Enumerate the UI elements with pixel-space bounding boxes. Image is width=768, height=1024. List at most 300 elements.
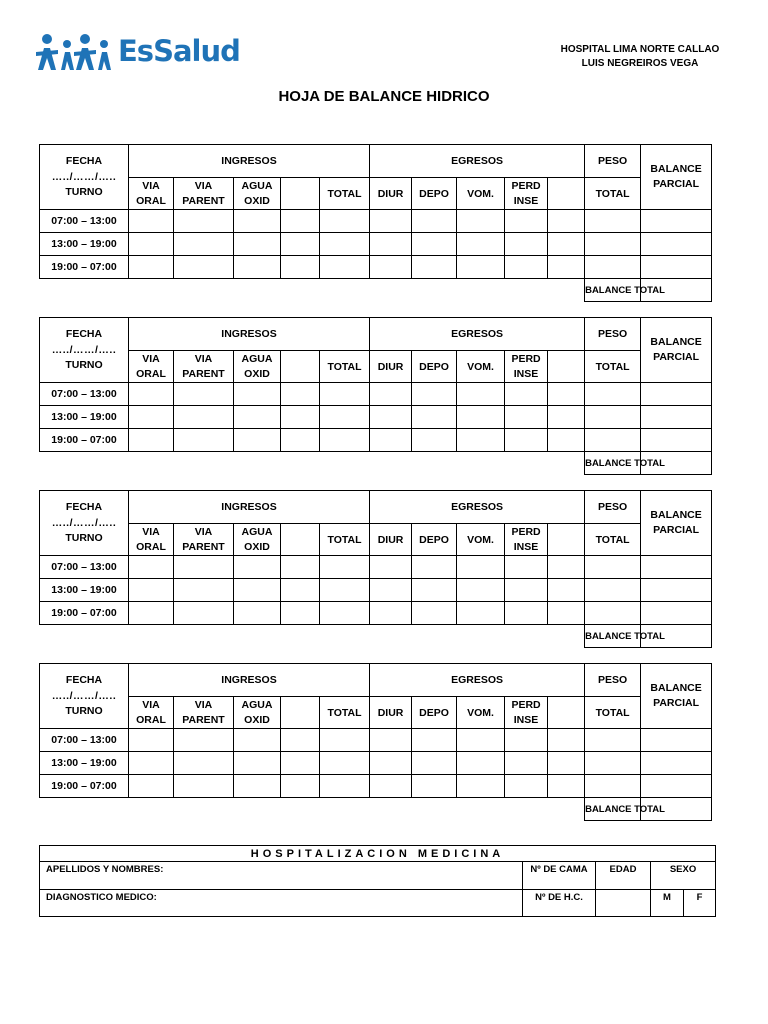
shift-label: 07:00 – 13:00 (40, 210, 129, 233)
sexo-label: SEXO (651, 862, 716, 890)
shift-label: 19:00 – 07:00 (40, 602, 129, 625)
input-cell[interactable] (641, 429, 712, 452)
input-cell[interactable] (412, 210, 457, 233)
hospitalization-section (39, 845, 715, 917)
input-cell[interactable] (320, 233, 370, 256)
input-cell[interactable] (412, 602, 457, 625)
perd-inse-header (505, 178, 548, 210)
peso-total-header: TOTAL (585, 697, 641, 729)
input-cell[interactable] (412, 256, 457, 279)
fecha-turno-header (40, 491, 129, 556)
input-cell[interactable] (370, 602, 412, 625)
agua-oxid-line-2: OXID (244, 367, 270, 380)
input-cell[interactable] (505, 429, 548, 452)
egresos-blank-header (548, 178, 585, 210)
input-cell[interactable] (174, 579, 234, 602)
input-cell[interactable] (641, 556, 712, 579)
turno-label: TURNO (65, 705, 103, 717)
via-oral-line-1: VIA (142, 698, 160, 711)
logo-wordmark: EsSalud (118, 34, 240, 68)
input-cell[interactable] (412, 556, 457, 579)
input-cell[interactable] (370, 406, 412, 429)
input-cell[interactable] (320, 602, 370, 625)
ingresos-header: INGRESOS (129, 318, 370, 351)
input-cell[interactable] (234, 256, 281, 279)
input-cell[interactable] (505, 729, 548, 752)
ingresos-header: INGRESOS (129, 145, 370, 178)
egresos-blank-header (548, 697, 585, 729)
input-cell[interactable] (234, 579, 281, 602)
shift-label: 13:00 – 19:00 (40, 579, 129, 602)
egresos-blank-header (548, 351, 585, 383)
perd-inse-line-1: PERD (511, 698, 541, 711)
input-cell[interactable] (641, 233, 712, 256)
balance-parcial-line-2: PARCIAL (653, 697, 700, 709)
input-cell[interactable] (281, 406, 320, 429)
agua-oxid-line-1: AGUA (241, 352, 273, 365)
shift-label: 07:00 – 13:00 (40, 729, 129, 752)
input-cell[interactable] (457, 210, 505, 233)
input-cell[interactable] (457, 579, 505, 602)
input-cell[interactable] (281, 210, 320, 233)
input-cell[interactable] (174, 406, 234, 429)
input-cell[interactable] (129, 233, 174, 256)
diur-header: DIUR (370, 697, 412, 729)
input-cell[interactable] (641, 602, 712, 625)
vom-header: VOM. (457, 351, 505, 383)
input-cell[interactable] (174, 602, 234, 625)
shift-row (40, 579, 712, 602)
input-cell[interactable] (457, 752, 505, 775)
peso-total-header: TOTAL (585, 178, 641, 210)
shift-row (40, 233, 712, 256)
balance-parcial-line-2: PARCIAL (653, 524, 700, 536)
shift-label: 19:00 – 07:00 (40, 429, 129, 452)
input-cell[interactable] (585, 775, 641, 798)
input-cell[interactable] (548, 579, 585, 602)
agua-oxid-header (234, 697, 281, 729)
shift-row (40, 429, 712, 452)
input-cell[interactable] (585, 579, 641, 602)
input-cell[interactable] (281, 429, 320, 452)
input-cell[interactable] (457, 775, 505, 798)
perd-inse-line-2: INSE (513, 194, 539, 207)
input-cell[interactable] (234, 775, 281, 798)
input-cell[interactable] (320, 752, 370, 775)
input-cell[interactable] (585, 752, 641, 775)
page-title: HOJA DE BALANCE HIDRICO (278, 88, 490, 105)
shift-label: 19:00 – 07:00 (40, 775, 129, 798)
input-cell[interactable] (412, 233, 457, 256)
input-cell[interactable] (370, 729, 412, 752)
balance-total-label: BALANCE TOTAL (585, 279, 641, 302)
diagnostico-field[interactable] (40, 890, 523, 917)
balance-parcial-line-1: BALANCE (650, 509, 702, 521)
input-cell[interactable] (641, 775, 712, 798)
vom-header: VOM. (457, 524, 505, 556)
input-cell[interactable] (174, 729, 234, 752)
agua-oxid-line-1: AGUA (241, 179, 273, 192)
input-cell[interactable] (585, 729, 641, 752)
input-cell[interactable] (370, 256, 412, 279)
input-cell[interactable] (457, 383, 505, 406)
egresos-header: EGRESOS (370, 491, 585, 524)
input-cell[interactable] (174, 775, 234, 798)
input-cell[interactable] (641, 406, 712, 429)
input-cell[interactable] (505, 406, 548, 429)
via-parent-header (174, 351, 234, 383)
input-cell[interactable] (548, 752, 585, 775)
apellidos-nombres-field[interactable] (40, 862, 523, 890)
input-cell[interactable] (412, 775, 457, 798)
perd-inse-line-2: INSE (513, 713, 539, 726)
input-cell[interactable] (457, 556, 505, 579)
input-cell[interactable] (281, 602, 320, 625)
via-oral-line-2: ORAL (136, 194, 166, 207)
agua-oxid-header (234, 351, 281, 383)
input-cell[interactable] (320, 579, 370, 602)
balance-block-3 (39, 490, 711, 648)
hospital-line-2: LUIS NEGREIROS VEGA (581, 58, 699, 69)
input-cell[interactable] (505, 775, 548, 798)
via-oral-line-2: ORAL (136, 367, 166, 380)
input-cell[interactable] (320, 775, 370, 798)
input-cell[interactable] (370, 233, 412, 256)
shift-row (40, 406, 712, 429)
fecha-turno-header (40, 318, 129, 383)
via-oral-line-2: ORAL (136, 713, 166, 726)
input-cell[interactable] (281, 256, 320, 279)
input-cell[interactable] (641, 383, 712, 406)
perd-inse-line-1: PERD (511, 352, 541, 365)
input-cell[interactable] (585, 602, 641, 625)
input-cell[interactable] (641, 729, 712, 752)
shift-label: 13:00 – 19:00 (40, 233, 129, 256)
input-cell[interactable] (505, 383, 548, 406)
n-cama-label: Nº DE CAMA (523, 862, 596, 890)
peso-header: PESO (585, 318, 641, 351)
via-parent-line-1: VIA (194, 698, 213, 711)
input-cell[interactable] (129, 429, 174, 452)
input-cell[interactable] (505, 256, 548, 279)
input-cell[interactable] (129, 602, 174, 625)
depo-header: DEPO (412, 697, 457, 729)
via-parent-line-2: PARENT (182, 540, 225, 553)
input-cell[interactable] (412, 729, 457, 752)
diur-header: DIUR (370, 524, 412, 556)
peso-header: PESO (585, 145, 641, 178)
sexo-m-option[interactable]: M (651, 890, 684, 917)
input-cell[interactable] (174, 210, 234, 233)
input-cell[interactable] (320, 383, 370, 406)
input-cell[interactable] (129, 556, 174, 579)
via-oral-header (129, 351, 174, 383)
input-cell[interactable] (320, 729, 370, 752)
balance-total-label: BALANCE TOTAL (585, 452, 641, 475)
via-parent-line-1: VIA (194, 179, 213, 192)
peso-header: PESO (585, 664, 641, 697)
shift-row (40, 775, 712, 798)
vom-header: VOM. (457, 697, 505, 729)
family-figures-icon (34, 30, 118, 76)
input-cell[interactable] (129, 406, 174, 429)
via-oral-header (129, 524, 174, 556)
input-cell[interactable] (505, 556, 548, 579)
fecha-date-placeholder: …../……/….. (51, 171, 117, 183)
input-cell[interactable] (234, 429, 281, 452)
input-cell[interactable] (370, 579, 412, 602)
input-cell[interactable] (457, 233, 505, 256)
input-cell[interactable] (457, 256, 505, 279)
input-cell[interactable] (412, 383, 457, 406)
balance-total-row (40, 452, 712, 475)
input-cell[interactable] (641, 210, 712, 233)
balance-table (39, 490, 712, 648)
input-cell[interactable] (129, 210, 174, 233)
perd-inse-line-1: PERD (511, 179, 541, 192)
input-cell[interactable] (548, 233, 585, 256)
input-cell[interactable] (320, 210, 370, 233)
n-hc-label: Nº DE H.C. (523, 890, 596, 917)
egresos-header: EGRESOS (370, 664, 585, 697)
input-cell[interactable] (412, 406, 457, 429)
input-cell[interactable] (505, 602, 548, 625)
depo-header: DEPO (412, 524, 457, 556)
shift-row (40, 383, 712, 406)
ingresos-total-header: TOTAL (320, 178, 370, 210)
input-cell[interactable] (174, 752, 234, 775)
input-cell[interactable] (234, 406, 281, 429)
balance-parcial-line-1: BALANCE (650, 336, 702, 348)
fecha-turno-header (40, 145, 129, 210)
balance-total-row (40, 798, 712, 821)
balance-total-label: BALANCE TOTAL (585, 798, 641, 821)
input-cell[interactable] (548, 775, 585, 798)
fecha-date-placeholder: …../……/….. (51, 690, 117, 702)
input-cell[interactable] (641, 256, 712, 279)
input-cell[interactable] (585, 383, 641, 406)
via-oral-line-1: VIA (142, 525, 160, 538)
input-cell[interactable] (174, 556, 234, 579)
hospitalization-table (39, 845, 716, 917)
agua-oxid-line-1: AGUA (241, 698, 273, 711)
agua-oxid-line-2: OXID (244, 194, 270, 207)
depo-header: DEPO (412, 351, 457, 383)
input-cell[interactable] (548, 729, 585, 752)
essalud-logo (34, 30, 270, 76)
input-cell[interactable] (585, 406, 641, 429)
input-cell[interactable] (129, 729, 174, 752)
input-cell[interactable] (505, 210, 548, 233)
via-parent-header (174, 178, 234, 210)
ingresos-blank-header (281, 351, 320, 383)
via-parent-header (174, 524, 234, 556)
input-cell[interactable] (457, 429, 505, 452)
shift-label: 13:00 – 19:00 (40, 752, 129, 775)
input-cell[interactable] (585, 556, 641, 579)
edad-label: EDAD (596, 862, 651, 890)
perd-inse-line-1: PERD (511, 525, 541, 538)
input-cell[interactable] (505, 579, 548, 602)
input-cell[interactable] (585, 256, 641, 279)
sexo-f-option[interactable]: F (684, 890, 716, 917)
input-cell[interactable] (548, 556, 585, 579)
ingresos-total-header: TOTAL (320, 351, 370, 383)
input-cell[interactable] (234, 210, 281, 233)
input-cell[interactable] (548, 256, 585, 279)
via-parent-line-2: PARENT (182, 713, 225, 726)
hospitalization-heading: HOSPITALIZACION MEDICINA (40, 846, 716, 862)
balance-total-row (40, 625, 712, 648)
via-oral-line-1: VIA (142, 179, 160, 192)
fecha-label: FECHA (65, 155, 103, 167)
input-cell[interactable] (548, 210, 585, 233)
depo-header: DEPO (412, 178, 457, 210)
input-cell[interactable] (320, 406, 370, 429)
input-cell[interactable] (370, 775, 412, 798)
input-cell[interactable] (548, 383, 585, 406)
input-cell[interactable] (281, 556, 320, 579)
perd-inse-line-2: INSE (513, 540, 539, 553)
vom-header: VOM. (457, 178, 505, 210)
egresos-header: EGRESOS (370, 145, 585, 178)
input-cell[interactable] (370, 556, 412, 579)
peso-header: PESO (585, 491, 641, 524)
shift-row (40, 602, 712, 625)
input-cell[interactable] (457, 406, 505, 429)
input-cell[interactable] (457, 602, 505, 625)
ingresos-blank-header (281, 697, 320, 729)
input-cell[interactable] (129, 752, 174, 775)
fecha-label: FECHA (65, 328, 103, 340)
agua-oxid-line-1: AGUA (241, 525, 273, 538)
input-cell[interactable] (234, 233, 281, 256)
input-cell[interactable] (548, 602, 585, 625)
diur-header: DIUR (370, 351, 412, 383)
balance-block-1 (39, 144, 711, 302)
via-oral-header (129, 178, 174, 210)
balance-parcial-line-2: PARCIAL (653, 178, 700, 190)
input-cell[interactable] (234, 556, 281, 579)
turno-label: TURNO (65, 532, 103, 544)
balance-table (39, 144, 712, 302)
shift-label: 13:00 – 19:00 (40, 406, 129, 429)
input-cell[interactable] (234, 602, 281, 625)
input-cell[interactable] (585, 210, 641, 233)
balance-parcial-line-1: BALANCE (650, 163, 702, 175)
hospital-name (540, 43, 740, 71)
egresos-header: EGRESOS (370, 318, 585, 351)
balance-block-4 (39, 663, 711, 821)
input-cell[interactable] (281, 233, 320, 256)
input-cell[interactable] (129, 256, 174, 279)
fecha-label: FECHA (65, 674, 103, 686)
input-cell[interactable] (129, 383, 174, 406)
input-cell[interactable] (174, 429, 234, 452)
input-cell[interactable] (412, 429, 457, 452)
edad-value[interactable] (596, 890, 651, 917)
via-parent-header (174, 697, 234, 729)
input-cell[interactable] (174, 233, 234, 256)
input-cell[interactable] (457, 729, 505, 752)
turno-label: TURNO (65, 186, 103, 198)
via-oral-line-2: ORAL (136, 540, 166, 553)
shift-label: 07:00 – 13:00 (40, 383, 129, 406)
input-cell[interactable] (370, 210, 412, 233)
balance-parcial-line-2: PARCIAL (653, 351, 700, 363)
balance-parcial-line-1: BALANCE (650, 682, 702, 694)
agua-oxid-header (234, 178, 281, 210)
input-cell[interactable] (320, 556, 370, 579)
input-cell[interactable] (641, 752, 712, 775)
input-cell[interactable] (234, 383, 281, 406)
via-parent-line-2: PARENT (182, 194, 225, 207)
fecha-label: FECHA (65, 501, 103, 513)
input-cell[interactable] (234, 752, 281, 775)
input-cell[interactable] (281, 383, 320, 406)
ingresos-header: INGRESOS (129, 664, 370, 697)
shift-label: 19:00 – 07:00 (40, 256, 129, 279)
perd-inse-header (505, 351, 548, 383)
input-cell[interactable] (548, 406, 585, 429)
balance-parcial-header (641, 491, 712, 556)
input-cell[interactable] (281, 579, 320, 602)
input-cell[interactable] (505, 752, 548, 775)
input-cell[interactable] (320, 256, 370, 279)
balance-total-label: BALANCE TOTAL (585, 625, 641, 648)
input-cell[interactable] (281, 775, 320, 798)
input-cell[interactable] (370, 752, 412, 775)
via-oral-line-1: VIA (142, 352, 160, 365)
shift-row (40, 256, 712, 279)
balance-block-2 (39, 317, 711, 475)
input-cell[interactable] (281, 752, 320, 775)
diur-header: DIUR (370, 178, 412, 210)
shift-row (40, 210, 712, 233)
input-cell[interactable] (641, 579, 712, 602)
input-cell[interactable] (585, 429, 641, 452)
via-parent-line-2: PARENT (182, 367, 225, 380)
via-parent-line-1: VIA (194, 352, 213, 365)
shift-row (40, 556, 712, 579)
input-cell[interactable] (174, 256, 234, 279)
perd-inse-line-2: INSE (513, 367, 539, 380)
input-cell[interactable] (320, 429, 370, 452)
fecha-date-placeholder: …../……/….. (51, 517, 117, 529)
input-cell[interactable] (412, 752, 457, 775)
input-cell[interactable] (129, 775, 174, 798)
input-cell[interactable] (281, 729, 320, 752)
input-cell[interactable] (370, 429, 412, 452)
diagnostico-label: DIAGNOSTICO MEDICO: (46, 892, 157, 903)
input-cell[interactable] (129, 579, 174, 602)
agua-oxid-line-2: OXID (244, 713, 270, 726)
input-cell[interactable] (412, 579, 457, 602)
agua-oxid-line-2: OXID (244, 540, 270, 553)
balance-total-row (40, 279, 712, 302)
ingresos-total-header: TOTAL (320, 524, 370, 556)
input-cell[interactable] (505, 233, 548, 256)
input-cell[interactable] (174, 383, 234, 406)
shift-label: 07:00 – 13:00 (40, 556, 129, 579)
input-cell[interactable] (585, 233, 641, 256)
ingresos-header: INGRESOS (129, 491, 370, 524)
input-cell[interactable] (370, 383, 412, 406)
ingresos-blank-header (281, 524, 320, 556)
input-cell[interactable] (234, 729, 281, 752)
agua-oxid-header (234, 524, 281, 556)
input-cell[interactable] (548, 429, 585, 452)
